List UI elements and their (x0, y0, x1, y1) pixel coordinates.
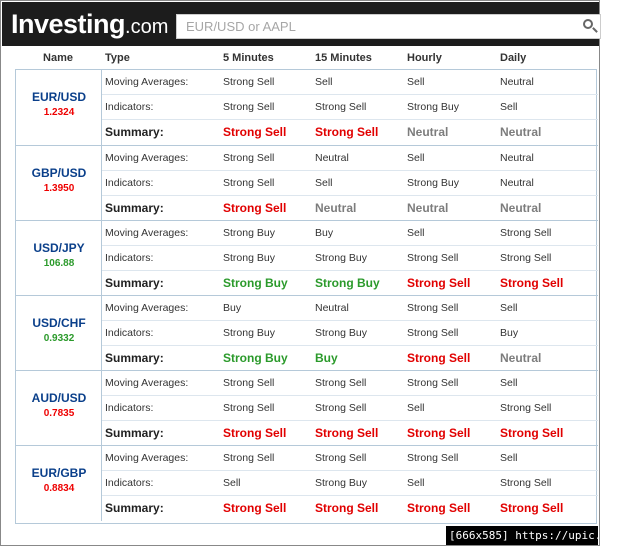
pair-name-link[interactable]: USD/JPY (33, 241, 85, 255)
summary-signal: Strong Buy (223, 351, 288, 365)
summary-signal: Strong Sell (315, 501, 379, 515)
signal-value: Sell (500, 452, 518, 464)
column-header-15min: 15 Minutes (315, 52, 372, 64)
column-header-name: Name (43, 52, 73, 64)
signal-value: Strong Sell (223, 402, 275, 414)
type-label: Indicators: (105, 477, 154, 489)
signal-value: Strong Sell (223, 377, 275, 389)
summary-signal: Strong Buy (315, 276, 380, 290)
pair-block (16, 145, 598, 220)
type-label: Moving Averages: (105, 302, 189, 314)
signal-value: Sell (315, 76, 333, 88)
pair-name-link[interactable]: USD/CHF (32, 316, 86, 330)
pair-price: 0.7835 (43, 408, 75, 419)
summary-row (102, 346, 598, 371)
summary-row (102, 421, 598, 446)
type-label: Indicators: (105, 402, 154, 414)
signal-value: Sell (500, 302, 518, 314)
signal-value: Sell (407, 76, 425, 88)
pair-name-cell (16, 146, 102, 221)
summary-signal: Neutral (315, 201, 357, 215)
logo-suffix: .com (125, 16, 169, 38)
moving-averages-row (102, 70, 598, 95)
summary-signal: Strong Sell (407, 426, 471, 440)
signal-value: Strong Sell (407, 377, 459, 389)
indicators-row (102, 321, 598, 346)
summary-signal: Strong Sell (407, 351, 471, 365)
pair-price: 0.9332 (43, 333, 75, 344)
signal-value: Strong Sell (500, 227, 552, 239)
column-header-type: Type (105, 52, 130, 64)
logo-text: Investing (11, 9, 126, 39)
signal-value: Strong Buy (223, 252, 275, 264)
type-label: Indicators: (105, 327, 154, 339)
summary-label: Summary: (105, 201, 164, 215)
summary-label: Summary: (105, 426, 164, 440)
pair-block (16, 70, 598, 145)
signal-value: Sell (407, 402, 425, 414)
signal-value: Neutral (315, 302, 349, 314)
pair-name-cell (16, 446, 102, 521)
moving-averages-row (102, 221, 598, 246)
image-dimensions: [666x585] (449, 529, 509, 542)
pair-price: 1.3950 (43, 183, 75, 194)
signal-value: Sell (407, 152, 425, 164)
site-header (2, 2, 599, 46)
signal-value: Strong Sell (315, 402, 367, 414)
type-label: Indicators: (105, 177, 154, 189)
column-header-hourly: Hourly (407, 52, 442, 64)
pair-name-cell (16, 371, 102, 446)
indicators-row (102, 95, 598, 120)
type-label: Moving Averages: (105, 227, 189, 239)
signal-value: Strong Sell (315, 101, 367, 113)
signal-value: Strong Sell (407, 452, 459, 464)
summary-signal: Strong Sell (500, 501, 564, 515)
summary-signal: Buy (315, 351, 338, 365)
column-header-daily: Daily (500, 52, 527, 64)
summary-label: Summary: (105, 125, 164, 139)
summary-signal: Neutral (407, 125, 449, 139)
signal-value: Sell (500, 101, 518, 113)
type-label: Moving Averages: (105, 76, 189, 88)
signal-value: Buy (223, 302, 242, 314)
image-host-url[interactable]: https://upic.me/ (515, 529, 621, 542)
search-input[interactable] (177, 15, 577, 38)
signal-value: Strong Sell (223, 452, 275, 464)
type-label: Moving Averages: (105, 152, 189, 164)
pair-block (16, 370, 598, 445)
signal-value: Neutral (500, 177, 534, 189)
summary-signal: Strong Buy (223, 276, 288, 290)
pair-name-cell (16, 221, 102, 296)
signal-value: Sell (407, 477, 425, 489)
summary-row (102, 496, 598, 521)
signal-value: Strong Sell (407, 327, 459, 339)
signal-value: Strong Sell (407, 302, 459, 314)
type-label: Indicators: (105, 252, 154, 264)
technical-summary-table (15, 69, 597, 524)
signal-value: Strong Sell (500, 477, 552, 489)
pair-name-link[interactable]: AUD/USD (31, 391, 87, 405)
type-label: Moving Averages: (105, 452, 189, 464)
signal-value: Buy (500, 327, 519, 339)
moving-averages-row (102, 446, 598, 471)
summary-signal: Strong Sell (315, 426, 379, 440)
summary-signal: Strong Sell (407, 501, 471, 515)
search-icon[interactable] (582, 18, 598, 34)
signal-value: Strong Sell (223, 101, 275, 113)
indicators-row (102, 246, 598, 271)
signal-value: Strong Sell (315, 377, 367, 389)
summary-signal: Neutral (500, 351, 542, 365)
summary-label: Summary: (105, 501, 164, 515)
signal-value: Strong Sell (500, 252, 552, 264)
column-header-5min: 5 Minutes (223, 52, 274, 64)
pair-price: 1.2324 (43, 107, 75, 118)
pair-name-cell (16, 70, 102, 145)
summary-signal: Strong Sell (223, 125, 287, 139)
pair-block (16, 220, 598, 295)
summary-row (102, 196, 598, 221)
signal-value: Strong Buy (223, 327, 275, 339)
summary-row (102, 120, 598, 145)
moving-averages-row (102, 146, 598, 171)
moving-averages-row (102, 296, 598, 321)
summary-signal: Neutral (500, 125, 542, 139)
signal-value: Strong Sell (223, 152, 275, 164)
signal-value: Sell (407, 227, 425, 239)
summary-label: Summary: (105, 276, 164, 290)
pair-name-cell (16, 296, 102, 371)
summary-signal: Strong Sell (407, 276, 471, 290)
signal-value: Strong Sell (223, 177, 275, 189)
pair-price: 106.88 (43, 258, 75, 269)
signal-value: Neutral (500, 152, 534, 164)
signal-value: Strong Sell (500, 402, 552, 414)
summary-signal: Neutral (500, 201, 542, 215)
pair-block (16, 295, 598, 370)
signal-value: Sell (315, 177, 333, 189)
summary-signal: Strong Sell (500, 426, 564, 440)
signal-value: Strong Buy (315, 252, 367, 264)
pair-name-link[interactable]: GBP/USD (31, 166, 87, 180)
pair-name-link[interactable]: EUR/USD (31, 90, 86, 104)
signal-value: Strong Sell (315, 452, 367, 464)
pair-block (16, 445, 598, 520)
signal-value: Sell (223, 477, 241, 489)
pair-price: 0.8834 (43, 483, 75, 494)
search-box (176, 14, 601, 39)
summary-signal: Strong Sell (223, 201, 287, 215)
signal-value: Strong Buy (315, 477, 367, 489)
type-label: Moving Averages: (105, 377, 189, 389)
signal-value: Strong Sell (223, 76, 275, 88)
summary-label: Summary: (105, 351, 164, 365)
signal-value: Strong Buy (315, 327, 367, 339)
signal-value: Strong Buy (407, 101, 459, 113)
indicators-row (102, 471, 598, 496)
type-label: Indicators: (105, 101, 154, 113)
pair-name-link[interactable]: EUR/GBP (31, 466, 87, 480)
summary-signal: Neutral (407, 201, 449, 215)
moving-averages-row (102, 371, 598, 396)
summary-signal: Strong Sell (315, 125, 379, 139)
signal-value: Neutral (315, 152, 349, 164)
signal-value: Sell (500, 377, 518, 389)
summary-signal: Strong Sell (223, 426, 287, 440)
site-logo[interactable] (11, 8, 168, 43)
signal-value: Strong Buy (223, 227, 275, 239)
summary-signal: Strong Sell (223, 501, 287, 515)
indicators-row (102, 171, 598, 196)
signal-value: Strong Sell (407, 252, 459, 264)
signal-value: Neutral (500, 76, 534, 88)
signal-value: Strong Buy (407, 177, 459, 189)
summary-signal: Strong Sell (500, 276, 564, 290)
indicators-row (102, 396, 598, 421)
summary-row (102, 271, 598, 296)
image-host-footer (446, 526, 621, 545)
signal-value: Buy (315, 227, 334, 239)
